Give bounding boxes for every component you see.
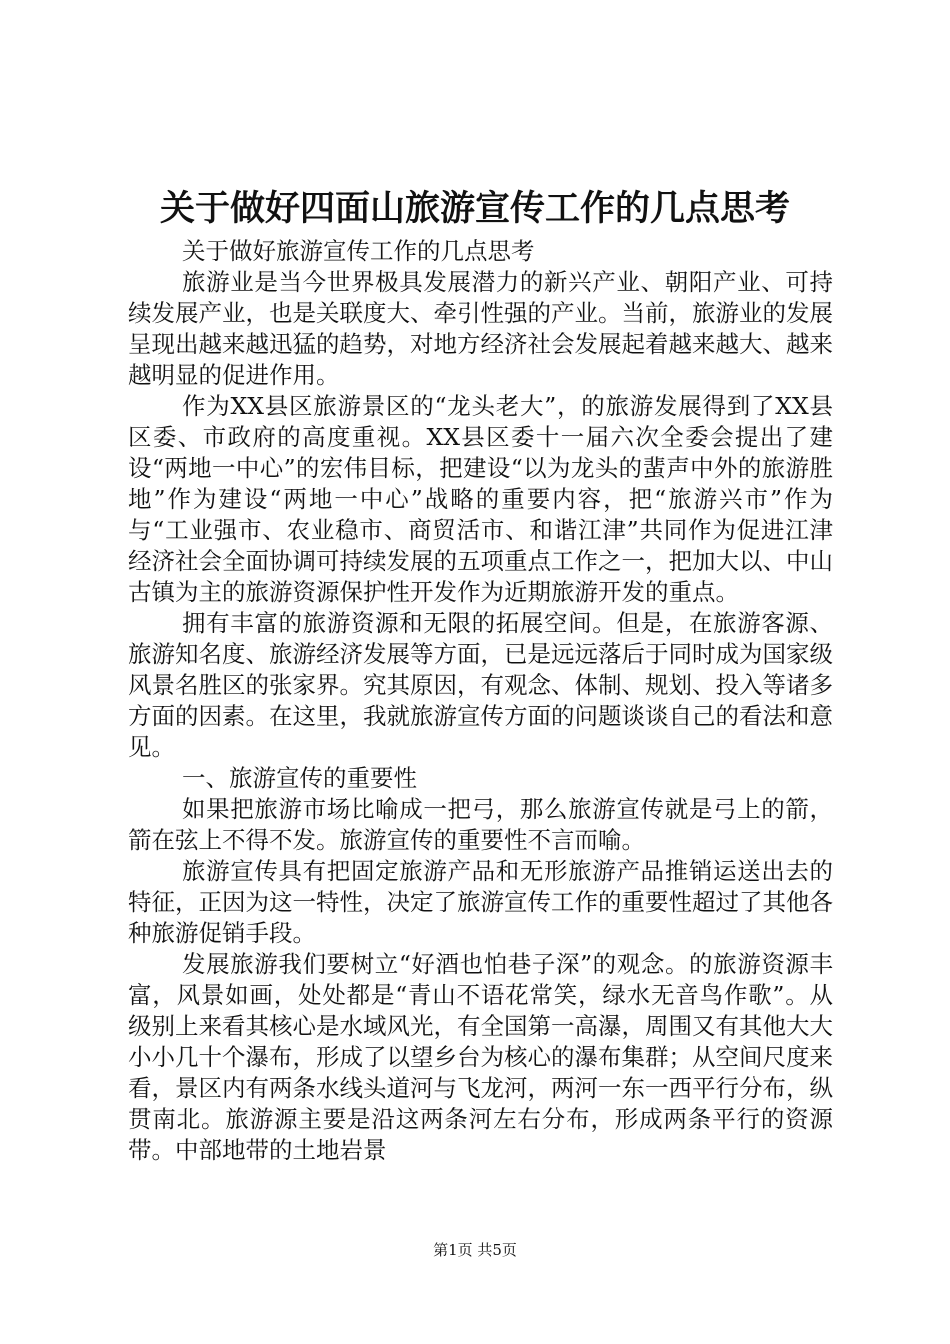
paragraph-promotion-feature: 旅游宣传具有把固定旅游产品和无形旅游产品推销运送出去的特征，正因为这一特性，决定了旅游宣传工作的重要性超过了其他各种旅游促销手段。: [128, 857, 833, 947]
document-title: 关于做好四面山旅游宣传工作的几点思考: [159, 188, 790, 229]
page-footer: 第1页 共5页: [433, 1241, 517, 1259]
paragraph-intro: 旅游业是当今世界极具发展潜力的新兴产业、朝阳产业、可持续发展产业，也是关联度大、牵引性强的产业。当前，旅游业的发展呈现出越来越迅猛的趋势，对地方经济社会发展起着越来越大、越来越明显的促进作用。: [128, 268, 833, 389]
document-body: [128, 236, 833, 1166]
section-heading-importance: 一、旅游宣传的重要性: [182, 764, 417, 792]
paragraph-resources: 发展旅游我们要树立“好酒也怕巷子深”的观念。的旅游资源丰富，风景如画，处处都是“青山不语花常笑，绿水无音鸟作歌”。从级别上来看其核心是水域风光，有全国第一高瀑，周围又有其他大大小小几十个瀑布，形成了以望乡台为核心的瀑布集群；从空间尺度来看，景区内有两条水线头道河与飞龙河，两河一东一西平行分布，纵贯南北。旅游源主要是沿这两条河左右分布，形成两条平行的资源带。中部地带的土地岩景: [128, 950, 833, 1164]
paragraph-bow-analogy: 如果把旅游市场比喻成一把弓，那么旅游宣传就是弓上的箭，箭在弦上不得不发。旅游宣传的重要性不言而喻。: [128, 795, 833, 854]
paragraph-problem: 拥有丰富的旅游资源和无限的拓展空间。但是，在旅游客源、旅游知名度、旅游经济发展等方面，已是远远落后于同时成为国家级风景名胜区的张家界。究其原因，有观念、体制、规划、投入等诸多方面的因素。在这里，我就旅游宣传方面的问题谈谈自己的看法和意见。: [128, 609, 833, 761]
paragraph-background: 作为XX县区旅游景区的“龙头老大”，的旅游发展得到了XX县区委、市政府的高度重视。XX县区委十一届六次全委会提出了建设“两地一中心”的宏伟目标，把建设“以为龙头的蜚声中外的旅游胜地”作为建设“两地一中心”战略的重要内容，把“旅游兴市”作为与“工业强市、农业稳市、商贸活市、和谐江津”共同作为促进江津经济社会全面协调可持续发展的五项重点工作之一，把加大以、中山古镇为主的旅游资源保护性开发作为近期旅游开发的重点。: [128, 392, 833, 606]
paragraph-subtitle: 关于做好旅游宣传工作的几点思考: [182, 237, 535, 265]
